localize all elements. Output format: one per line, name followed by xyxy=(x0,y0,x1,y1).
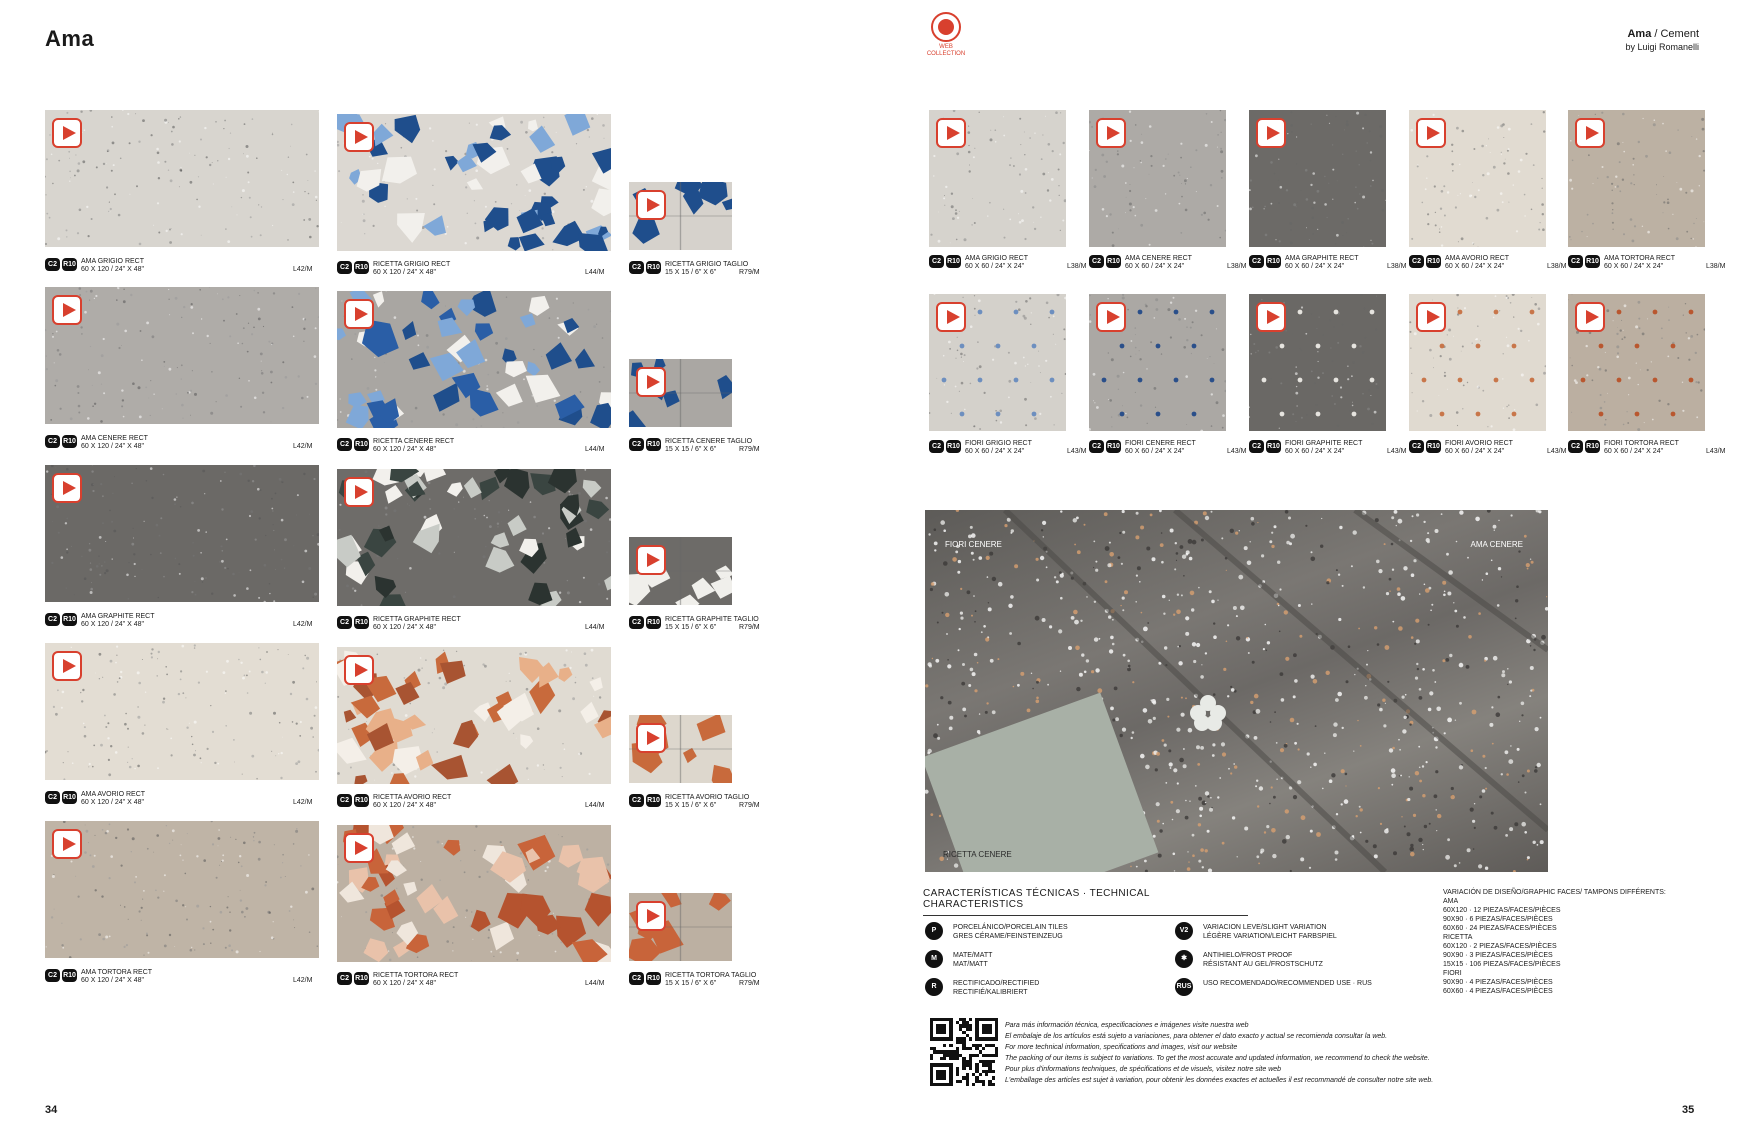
tech-characteristics-title: CARACTERÍSTICAS TÉCNICAS · TECHNICAL CHARACTERISTICS xyxy=(923,888,1248,916)
tile-name: RICETTA CENERE TAGLIO 15 X 15 / 6" X 6" xyxy=(665,438,753,453)
tile-code: L43/M xyxy=(1387,448,1407,455)
spec-badges xyxy=(1249,255,1283,268)
c2-badge: C2 xyxy=(1568,440,1583,453)
stone-texture xyxy=(45,643,319,780)
r10-badge: R10 xyxy=(946,255,961,268)
r10-badge: R10 xyxy=(646,438,661,451)
series-heading xyxy=(1625,28,1699,54)
c2-badge: C2 xyxy=(1409,255,1424,268)
play-video-icon[interactable] xyxy=(1575,118,1605,148)
tile-name: FIORI GRAPHITE RECT 60 X 60 / 24" X 24" xyxy=(1285,440,1363,455)
c2-badge: C2 xyxy=(1089,440,1104,453)
tile-name: AMA CENERE RECT 60 X 120 / 24" X 48" xyxy=(81,435,148,450)
spec-badges xyxy=(1568,255,1602,268)
tile-code: L42/M xyxy=(293,621,313,628)
spec-text: MATE/MATT MAT/MATT xyxy=(953,952,993,968)
c2-badge: C2 xyxy=(45,791,60,804)
spec-badges xyxy=(337,794,371,807)
tile-name: AMA AVORIO RECT 60 X 60 / 24" X 24" xyxy=(1445,255,1510,270)
tile-name: FIORI GRIGIO RECT 60 X 60 / 24" X 24" xyxy=(965,440,1032,455)
tile-code: L38/M xyxy=(1387,263,1407,270)
r10-badge: R10 xyxy=(62,435,77,448)
globe-icon xyxy=(931,12,961,42)
terrazzo-chips xyxy=(337,647,611,784)
tile-code: L43/M xyxy=(1706,448,1726,455)
spec-badges xyxy=(337,616,371,629)
page-title: Ama xyxy=(45,26,95,51)
r10-badge: R10 xyxy=(62,791,77,804)
tile-name: RICETTA GRAPHITE TAGLIO 15 X 15 / 6" X 6" xyxy=(665,616,759,631)
r10-badge: R10 xyxy=(1426,255,1441,268)
tile-name: RICETTA TORTORA TAGLIO 15 X 15 / 6" X 6" xyxy=(665,972,757,987)
r10-badge: R10 xyxy=(646,261,661,274)
r10-badge: R10 xyxy=(1106,255,1121,268)
spec-badges xyxy=(1409,440,1443,453)
r10-badge: R10 xyxy=(62,613,77,626)
qr-code[interactable] xyxy=(930,1018,998,1086)
tile-name: RICETTA GRIGIO RECT 60 X 120 / 24" X 48" xyxy=(373,261,451,276)
play-video-icon[interactable] xyxy=(1575,302,1605,332)
spec-badges xyxy=(337,261,371,274)
tile-code: L44/M xyxy=(585,269,605,276)
spec-icon: ✱ xyxy=(1175,950,1193,968)
tile-code: R79/M xyxy=(739,980,760,987)
spec-icon: R xyxy=(925,978,943,996)
web-collection-label: WEB COLLECTION xyxy=(926,44,966,57)
r10-badge: R10 xyxy=(1266,255,1281,268)
spec-badges xyxy=(629,616,663,629)
series-name: Ama xyxy=(1627,28,1652,40)
tile-small[interactable] xyxy=(629,182,732,250)
c2-badge: C2 xyxy=(45,258,60,271)
spec-text: ANTIHIELO/FROST PROOF RÉSISTANT AU GEL/FROSTSCHUTZ xyxy=(1203,952,1323,968)
tile-code: L42/M xyxy=(293,799,313,806)
spec-badges xyxy=(1089,255,1123,268)
tile-code: L42/M xyxy=(293,977,313,984)
terrazzo-chips xyxy=(337,291,611,428)
spec-badges xyxy=(929,255,963,268)
tile-name: RICETTA AVORIO TAGLIO 15 X 15 / 6" X 6" xyxy=(665,794,750,809)
c2-badge: C2 xyxy=(629,972,644,985)
c2-badge: C2 xyxy=(1409,440,1424,453)
r10-badge: R10 xyxy=(354,794,369,807)
tile-fiori[interactable] xyxy=(929,294,1066,431)
play-video-icon[interactable] xyxy=(636,723,666,753)
c2-badge: C2 xyxy=(629,438,644,451)
website-info-text: Para más información técnica, especificaciones e imágenes visite nuestra web El embalaje de los artículos está sujeto a variaciones, para obtener el dato exacto y actual se recomienda consultar la web. For more technical information, specifications and images, visit our website The packing of our items is subject to variations. To get the most accurate and updated information, we recommend to check the website. Pour plus d'informations techniques, de spécifications et de visuels, visitez notre site web L'emballage des articles est sujet à variation, pour obtenir les données exactes et actuelles il est recommandé de consulter notre site web. xyxy=(1005,1022,1434,1084)
stone-texture xyxy=(45,821,319,958)
play-video-icon[interactable] xyxy=(1256,118,1286,148)
terrazzo-chips xyxy=(337,825,611,962)
play-video-icon[interactable] xyxy=(52,829,82,859)
play-video-icon[interactable] xyxy=(636,545,666,575)
tile-fiori[interactable] xyxy=(1249,294,1386,431)
play-video-icon[interactable] xyxy=(52,651,82,681)
play-video-icon[interactable] xyxy=(344,122,374,152)
tile-code: L42/M xyxy=(293,266,313,273)
tile-fiori[interactable] xyxy=(1409,294,1546,431)
tile-square[interactable] xyxy=(929,110,1066,247)
r10-badge: R10 xyxy=(1426,440,1441,453)
tile-name: AMA GRIGIO RECT 60 X 120 / 24" X 48" xyxy=(81,258,145,273)
tile-code: R79/M xyxy=(739,446,760,453)
c2-badge: C2 xyxy=(337,261,352,274)
c2-badge: C2 xyxy=(45,969,60,982)
play-video-icon[interactable] xyxy=(1096,302,1126,332)
graphic-variations: VARIACIÓN DE DISEÑO/GRAPHIC FACES/ TAMPONS DIFFÉRENTS: AMA 60X120 · 12 PIEZAS/FACES/PIÈCES 90X90 · 6 PIEZAS/FACES/PIÈCES 60X60 · 24 PIEZAS/FACES/PIÈCES RICETTA 60X120 · 2 PIEZAS/FACES/PIÈCES 90X90 · 3 PIEZAS/FACES/PIÈCES 15X15 · 106 PIEZAS/FACES/PIÈCES FIORI 90X90 · 4 PIEZAS/FACES/PIÈCES 60X60 · 4 PIEZAS/FACES/PIÈCES xyxy=(1443,889,1666,995)
spec-badges xyxy=(629,972,663,985)
c2-badge: C2 xyxy=(1249,440,1264,453)
spec-icon: RUS xyxy=(1175,978,1193,996)
tile-fiori[interactable] xyxy=(1089,294,1226,431)
r10-badge: R10 xyxy=(1106,440,1121,453)
spec-badges xyxy=(45,791,79,804)
tile-code: R79/M xyxy=(739,624,760,631)
spec-badges xyxy=(1409,255,1443,268)
spec-badges xyxy=(337,438,371,451)
c2-badge: C2 xyxy=(629,616,644,629)
spec-icon: M xyxy=(925,950,943,968)
c2-badge: C2 xyxy=(337,616,352,629)
tile-large[interactable] xyxy=(45,287,319,424)
stone-texture xyxy=(45,465,319,602)
ambient-photo xyxy=(925,510,1548,872)
play-video-icon[interactable] xyxy=(52,118,82,148)
tile-name: AMA TORTORA RECT 60 X 60 / 24" X 24" xyxy=(1604,255,1676,270)
r10-badge: R10 xyxy=(62,969,77,982)
r10-badge: R10 xyxy=(354,261,369,274)
spec-text: RECTIFICADO/RECTIFIED RECTIFIÉ/KALIBRIERT xyxy=(953,980,1040,996)
c2-badge: C2 xyxy=(1568,255,1583,268)
spec-text: VARIACION LEVE/SLIGHT VARIATION LÉGÈRE VARIATION/LEICHT FARBSPIEL xyxy=(1203,924,1337,940)
spec-badges xyxy=(45,613,79,626)
tile-name: AMA CENERE RECT 60 X 60 / 24" X 24" xyxy=(1125,255,1192,270)
tile-name: AMA TORTORA RECT 60 X 120 / 24" X 48" xyxy=(81,969,153,984)
r10-badge: R10 xyxy=(646,972,661,985)
tile-code: R79/M xyxy=(739,802,760,809)
play-video-icon[interactable] xyxy=(344,833,374,863)
tile-name: RICETTA CENERE RECT 60 X 120 / 24" X 48" xyxy=(373,438,455,453)
r10-badge: R10 xyxy=(646,794,661,807)
tile-small[interactable] xyxy=(629,537,732,605)
tile-code: R79/M xyxy=(739,269,760,276)
play-video-icon[interactable] xyxy=(1416,302,1446,332)
spec-badges xyxy=(1249,440,1283,453)
terrazzo-chips xyxy=(337,114,611,251)
tile-code: L44/M xyxy=(585,802,605,809)
spec-badges xyxy=(45,258,79,271)
tile-square[interactable] xyxy=(1089,110,1226,247)
spec-badges xyxy=(45,435,79,448)
spec-badges xyxy=(337,972,371,985)
tile-pattern[interactable] xyxy=(337,469,611,606)
r10-badge: R10 xyxy=(1266,440,1281,453)
tile-code: L43/M xyxy=(1227,448,1247,455)
tile-name: RICETTA GRIGIO TAGLIO 15 X 15 / 6" X 6" xyxy=(665,261,749,276)
tile-code: L44/M xyxy=(585,980,605,987)
tile-square[interactable] xyxy=(1249,110,1386,247)
tile-code: L43/M xyxy=(1067,448,1087,455)
tile-code: L44/M xyxy=(585,624,605,631)
c2-badge: C2 xyxy=(629,794,644,807)
c2-badge: C2 xyxy=(45,435,60,448)
tile-name: AMA AVORIO RECT 60 X 120 / 24" X 48" xyxy=(81,791,146,806)
spec-badges xyxy=(629,794,663,807)
tile-code: L44/M xyxy=(585,446,605,453)
c2-badge: C2 xyxy=(1089,255,1104,268)
stone-texture xyxy=(45,110,319,247)
tile-name: AMA GRAPHITE RECT 60 X 60 / 24" X 24" xyxy=(1285,255,1359,270)
tile-pattern[interactable] xyxy=(337,647,611,784)
tile-code: L42/M xyxy=(293,443,313,450)
play-video-icon[interactable] xyxy=(936,302,966,332)
c2-badge: C2 xyxy=(1249,255,1264,268)
r10-badge: R10 xyxy=(354,972,369,985)
tile-name: FIORI AVORIO RECT 60 X 60 / 24" X 24" xyxy=(1445,440,1513,455)
spec-icon: V2 xyxy=(1175,922,1193,940)
tile-name: FIORI CENERE RECT 60 X 60 / 24" X 24" xyxy=(1125,440,1196,455)
tile-small[interactable] xyxy=(629,359,732,427)
play-video-icon[interactable] xyxy=(344,299,374,329)
tile-name: FIORI TORTORA RECT 60 X 60 / 24" X 24" xyxy=(1604,440,1679,455)
play-video-icon[interactable] xyxy=(1256,302,1286,332)
hero-label-ricetta: RICETTA CENERE xyxy=(943,850,1012,859)
tile-name: AMA GRIGIO RECT 60 X 60 / 24" X 24" xyxy=(965,255,1029,270)
terrazzo-chips xyxy=(337,469,611,606)
r10-badge: R10 xyxy=(354,616,369,629)
designer-credit: by Luigi Romanelli xyxy=(1625,42,1699,52)
tile-large[interactable] xyxy=(45,643,319,780)
play-video-icon[interactable] xyxy=(636,190,666,220)
play-video-icon[interactable] xyxy=(52,473,82,503)
play-video-icon[interactable] xyxy=(1096,118,1126,148)
play-video-icon[interactable] xyxy=(344,477,374,507)
tile-name: RICETTA AVORIO RECT 60 X 120 / 24" X 48" xyxy=(373,794,452,809)
spec-badges xyxy=(1568,440,1602,453)
r10-badge: R10 xyxy=(946,440,961,453)
tile-large[interactable] xyxy=(45,465,319,602)
c2-badge: C2 xyxy=(337,438,352,451)
spec-badges xyxy=(1089,440,1123,453)
c2-badge: C2 xyxy=(45,613,60,626)
page-number-right: 35 xyxy=(1682,1104,1695,1116)
play-video-icon[interactable] xyxy=(936,118,966,148)
tile-pattern[interactable] xyxy=(337,291,611,428)
tile-pattern[interactable] xyxy=(337,114,611,251)
flower-motif xyxy=(1190,695,1226,731)
tile-code: L38/M xyxy=(1706,263,1726,270)
tile-square[interactable] xyxy=(1409,110,1546,247)
tile-name: RICETTA TORTORA RECT 60 X 120 / 24" X 48" xyxy=(373,972,459,987)
stone-texture xyxy=(45,287,319,424)
tile-code: L38/M xyxy=(1227,263,1247,270)
c2-badge: C2 xyxy=(337,794,352,807)
tile-code: L38/M xyxy=(1547,263,1567,270)
r10-badge: R10 xyxy=(1585,440,1600,453)
c2-badge: C2 xyxy=(629,261,644,274)
web-collection-logo[interactable] xyxy=(925,12,967,58)
spec-text: PORCELÁNICO/PORCELAIN TILES GRES CÉRAME/FEINSTEINZEUG xyxy=(953,924,1068,940)
series-category: / Cement xyxy=(1651,28,1699,40)
tile-name: RICETTA GRAPHITE RECT 60 X 120 / 24" X 48" xyxy=(373,616,461,631)
tile-code: L43/M xyxy=(1547,448,1567,455)
tile-square[interactable] xyxy=(1568,110,1705,247)
tile-code: L38/M xyxy=(1067,263,1087,270)
tile-name: AMA GRAPHITE RECT 60 X 120 / 24" X 48" xyxy=(81,613,155,628)
c2-badge: C2 xyxy=(929,255,944,268)
hero-label-fiori: FIORI CENERE xyxy=(945,540,1002,549)
spec-icon: P xyxy=(925,922,943,940)
c2-badge: C2 xyxy=(929,440,944,453)
play-video-icon[interactable] xyxy=(344,655,374,685)
play-video-icon[interactable] xyxy=(636,901,666,931)
page-number-left: 34 xyxy=(45,1104,58,1116)
tile-small[interactable] xyxy=(629,893,732,961)
play-video-icon[interactable] xyxy=(1416,118,1446,148)
tile-large[interactable] xyxy=(45,110,319,247)
spec-badges xyxy=(929,440,963,453)
play-video-icon[interactable] xyxy=(52,295,82,325)
r10-badge: R10 xyxy=(1585,255,1600,268)
spec-badges xyxy=(45,969,79,982)
c2-badge: C2 xyxy=(337,972,352,985)
spec-badges xyxy=(629,438,663,451)
spec-text: USO RECOMENDADO/RECOMMENDED USE · RUS xyxy=(1203,980,1372,987)
tile-pattern[interactable] xyxy=(337,825,611,962)
tile-large[interactable] xyxy=(45,821,319,958)
tile-small[interactable] xyxy=(629,715,732,783)
tile-fiori[interactable] xyxy=(1568,294,1705,431)
spec-badges xyxy=(629,261,663,274)
hero-label-ama: AMA CENERE xyxy=(1470,540,1523,549)
r10-badge: R10 xyxy=(354,438,369,451)
r10-badge: R10 xyxy=(62,258,77,271)
play-video-icon[interactable] xyxy=(636,367,666,397)
r10-badge: R10 xyxy=(646,616,661,629)
